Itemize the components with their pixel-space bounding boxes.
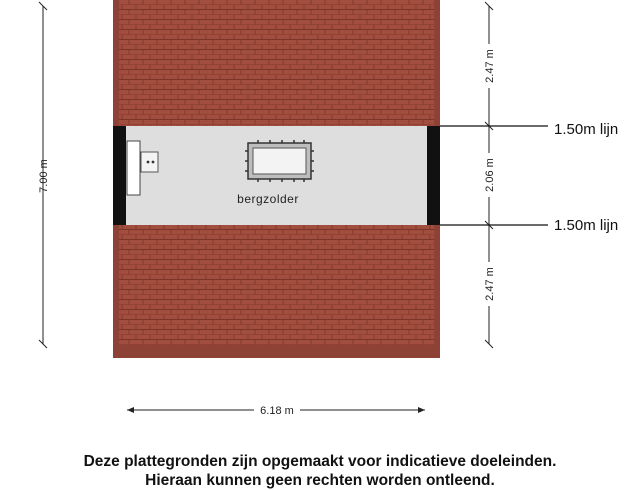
top-segment-label: 2.47 m xyxy=(484,49,496,83)
middle-segment-label: 2.06 m xyxy=(484,158,496,192)
disclaimer-line-2: Hieraan kunnen geen rechten worden ontleend. xyxy=(145,472,495,489)
skylight-window xyxy=(245,140,314,182)
width-dimension-label: 6.18 m xyxy=(260,405,294,417)
disclaimer-line-1: Deze plattegronden zijn opgemaakt voor indicatieve doeleinden. xyxy=(83,453,557,470)
lower-150-line-label: 1.50m lijn xyxy=(554,217,619,234)
roof-top xyxy=(113,0,440,126)
upper-150-line-label: 1.50m lijn xyxy=(554,121,619,138)
left-wall xyxy=(113,126,126,225)
room-label: bergzolder xyxy=(237,192,299,206)
bottom-segment-label: 2.47 m xyxy=(484,267,496,301)
roof-bottom xyxy=(113,225,440,358)
height-dimension-label: 7.00 m xyxy=(38,159,50,193)
right-wall xyxy=(427,126,440,225)
